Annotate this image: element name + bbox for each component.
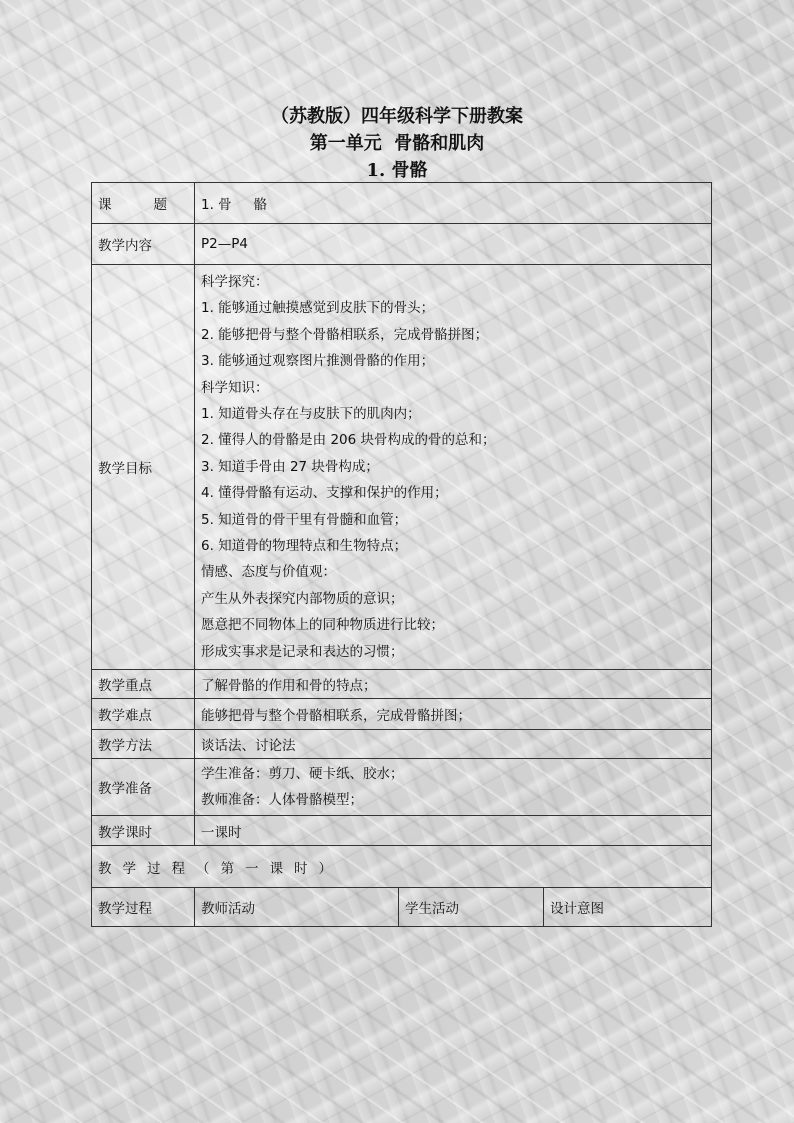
goal-line: 1. 知道骨头存在与皮肤下的肌肉内； xyxy=(201,406,421,423)
preparation-list xyxy=(195,759,712,816)
row-methods xyxy=(92,730,712,759)
row-goals xyxy=(92,265,712,670)
goal-line: 形成实事求是记录和表达的习惯； xyxy=(201,643,404,660)
goal-line: 3. 知道手骨由 27 块骨构成； xyxy=(201,458,379,475)
goal-line: 6. 知道骨的物理特点和生物特点； xyxy=(201,538,408,555)
goal-line: 科学探究： xyxy=(201,274,269,290)
goal-line: 1. 能够通过触摸感觉到皮肤下的骨头； xyxy=(201,300,435,317)
row-key-points xyxy=(92,670,712,699)
process-label: 教学过程 xyxy=(92,888,195,927)
topic-label: 课 题 xyxy=(92,183,195,224)
row-topic xyxy=(92,183,712,224)
design-intent-header: 设计意图 xyxy=(544,888,712,927)
goal-line: 5. 知道骨的骨干里有骨髓和血管； xyxy=(201,511,408,528)
topic-value: 1. 骨 骼 xyxy=(195,183,712,224)
goal-line: 3. 能够通过观察图片推测骨骼的作用； xyxy=(201,353,435,370)
difficulties-value: 能够把骨与整个骨骼相联系，完成骨骼拼图； xyxy=(195,699,712,730)
process-title: 教学过程（第一课时） xyxy=(92,846,712,888)
row-hours xyxy=(92,816,712,846)
hours-label: 教学课时 xyxy=(92,816,195,846)
goal-line: 2. 懂得人的骨骼是由 206 块骨构成的骨的总和； xyxy=(201,432,496,449)
teacher-activity-header: 教师活动 xyxy=(195,888,399,927)
content-label: 教学内容 xyxy=(92,224,195,265)
goal-line: 产生从外表探究内部物质的意识； xyxy=(201,590,404,607)
preparation-label: 教学准备 xyxy=(92,759,195,816)
student-activity-header: 学生活动 xyxy=(399,888,544,927)
goal-line: 情感、态度与价值观： xyxy=(201,564,336,581)
row-preparation xyxy=(92,759,712,816)
goal-line: 4. 懂得骨骼有运动、支撑和保护的作用； xyxy=(201,485,448,502)
methods-label: 教学方法 xyxy=(92,730,195,759)
goals-list xyxy=(195,265,712,670)
unit-title: 第一单元 骨骼和肌肉 xyxy=(309,133,485,154)
goal-line: 2. 能够把骨与整个骨骼相联系，完成骨骼拼图； xyxy=(201,326,489,343)
row-difficulties xyxy=(92,699,712,730)
content-value: P2—P4 xyxy=(195,224,712,265)
lesson-title: 1. 骨骼 xyxy=(366,160,428,181)
document-titles xyxy=(0,103,794,184)
preparation-line: 教师准备：人体骨骼模型； xyxy=(201,792,363,809)
document-title: （苏教版）四年级科学下册教案 xyxy=(271,106,523,127)
preparation-line: 学生准备：剪刀、硬卡纸、胶水； xyxy=(201,765,404,782)
row-process-header xyxy=(92,888,712,927)
lesson-plan-table xyxy=(91,182,712,927)
hours-value: 一课时 xyxy=(195,816,712,846)
key-points-value: 了解骨骼的作用和骨的特点； xyxy=(195,670,712,699)
key-points-label: 教学重点 xyxy=(92,670,195,699)
methods-value: 谈话法、讨论法 xyxy=(195,730,712,759)
goals-label: 教学目标 xyxy=(92,265,195,670)
row-content xyxy=(92,224,712,265)
row-process-title xyxy=(92,846,712,888)
difficulties-label: 教学难点 xyxy=(92,699,195,730)
goal-line: 愿意把不同物体上的同种物质进行比较； xyxy=(201,617,444,634)
goal-line: 科学知识： xyxy=(201,379,269,396)
